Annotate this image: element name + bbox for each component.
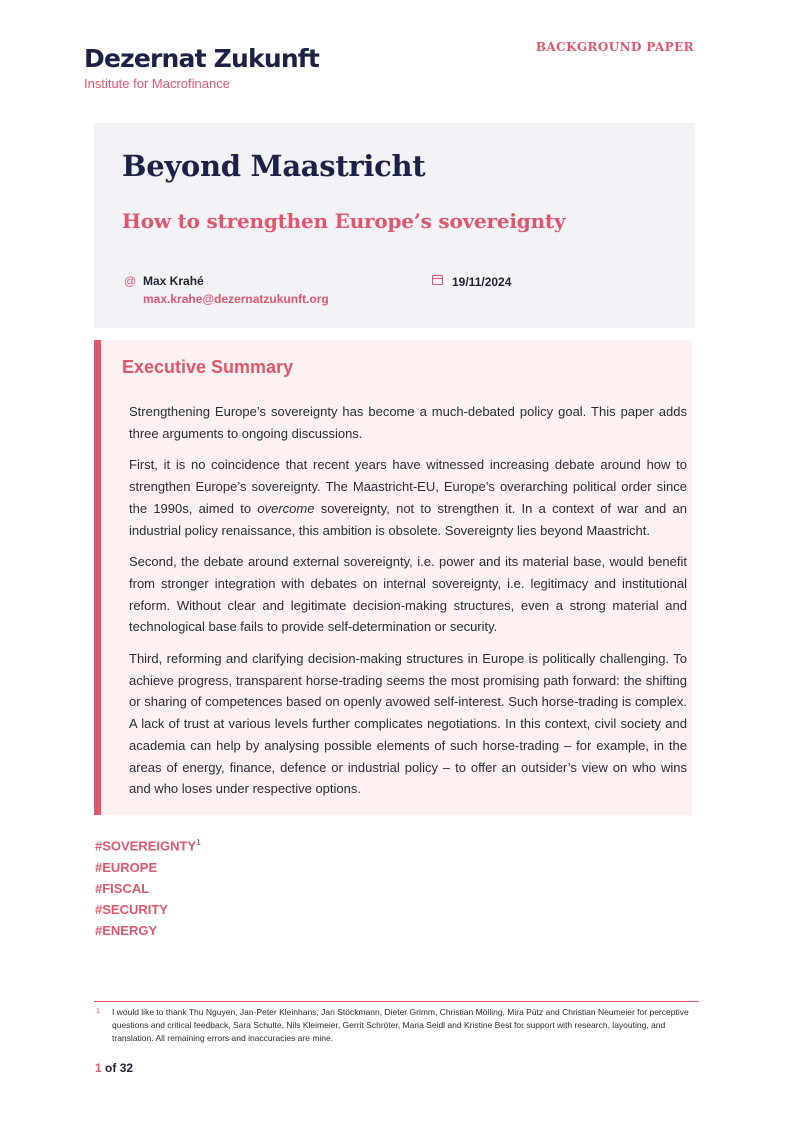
tag-label: #SOVEREIGNTY xyxy=(95,838,197,854)
page-separator: of xyxy=(105,1061,117,1075)
tag-energy[interactable]: #ENERGY xyxy=(95,923,158,939)
footnote-reference[interactable]: 1 xyxy=(196,838,201,847)
logo-subtitle: Institute for Macrofinance xyxy=(84,76,230,91)
summary-emphasis: overcome xyxy=(257,500,315,516)
author-name: Max Krahé xyxy=(143,274,204,288)
footnote-number: 1 xyxy=(96,1008,100,1015)
title-block xyxy=(94,123,695,328)
footnote-divider xyxy=(94,1001,699,1002)
keyword-tags xyxy=(95,832,201,941)
summary-paragraph-4: Third, reforming and clarifying decision-making structures in Europe is politically challenging. To achieve progress, transparent horse-trading seems the most promising path forward: the shifting or sharing of competences based on openly avowed self-interest. Such horse-trading is complex. A lack of trust at various levels further complicates negotiations. In this context, civil society and academia can help by analysing possible elements of such horse-trading – for example, in the areas of energy, finance, defence or industrial policy – to offer an outsider’s view on who wins and who loses under respective options. xyxy=(129,651,687,797)
summary-heading: Executive Summary xyxy=(122,357,294,377)
logo-name: Dezernat Zukunft xyxy=(84,44,320,73)
document-subtitle: How to strengthen Europe’s sovereignty xyxy=(122,209,566,233)
publication-date: 19/11/2024 xyxy=(452,275,512,289)
summary-paragraph-2-start: First, it is no coincidence that recent years have witnessed increasing debate around how to strengthen Europe’s sovereignty. The Maastricht-EU, Europe’s overarching political order since the 1990s, aimed to xyxy=(129,457,687,516)
executive-summary xyxy=(94,340,692,815)
footnote-text: I would like to thank Thu Nguyen, Jan-Peter Kleinhans, Jan Stöckmann, Dieter Grimm, Christian Mölling, Mira Pütz and Christian Neumeier for perceptive questions and critical feedback, Sara Schulte, Nils Kleimeier, Gerrit Schröter, Maria Seidl and Kristine Best for support with research, layouting, and translation. All remaining errors and inaccuracies are mine. xyxy=(112,1007,689,1043)
document-type-label: BACKGROUND PAPER xyxy=(535,40,694,54)
tag-sovereignty[interactable] xyxy=(95,832,201,857)
author-email-link[interactable]: max.krahe@dezernatzukunft.org xyxy=(143,292,329,306)
summary-paragraph-1: Strengthening Europe’s sovereignty has become a much-debated policy goal. This paper adds three arguments to ongoing discussions. xyxy=(129,404,687,441)
summary-paragraph-2-end: sovereignty, not to strengthen it. In a context of war and an industrial policy renaissance, this ambition is obsolete. Sovereignty lies beyond Maastricht. xyxy=(129,500,687,538)
summary-body xyxy=(129,401,687,810)
summary-paragraph-3: Second, the debate around external sovereignty, i.e. power and its material base, would benefit from stronger integration with debates on internal sovereignty, i.e. legitimacy and institutional reform. Without clear and legitimate decision-making structures, even a strong material and technological base fails to provide self-determination or security. xyxy=(129,554,687,635)
total-pages: 32 xyxy=(119,1061,134,1075)
institute-logo xyxy=(84,46,319,91)
tag-security[interactable]: #SECURITY xyxy=(95,901,168,917)
at-sign-icon: @ xyxy=(124,274,137,288)
page-number xyxy=(95,1061,133,1075)
tag-fiscal[interactable]: #FISCAL xyxy=(95,880,150,896)
calendar-icon xyxy=(432,275,443,285)
tag-europe[interactable]: #EUROPE xyxy=(95,859,158,875)
current-page: 1 xyxy=(95,1061,102,1075)
document-title: Beyond Maastricht xyxy=(122,149,426,183)
summary-paragraph-2 xyxy=(129,454,687,541)
